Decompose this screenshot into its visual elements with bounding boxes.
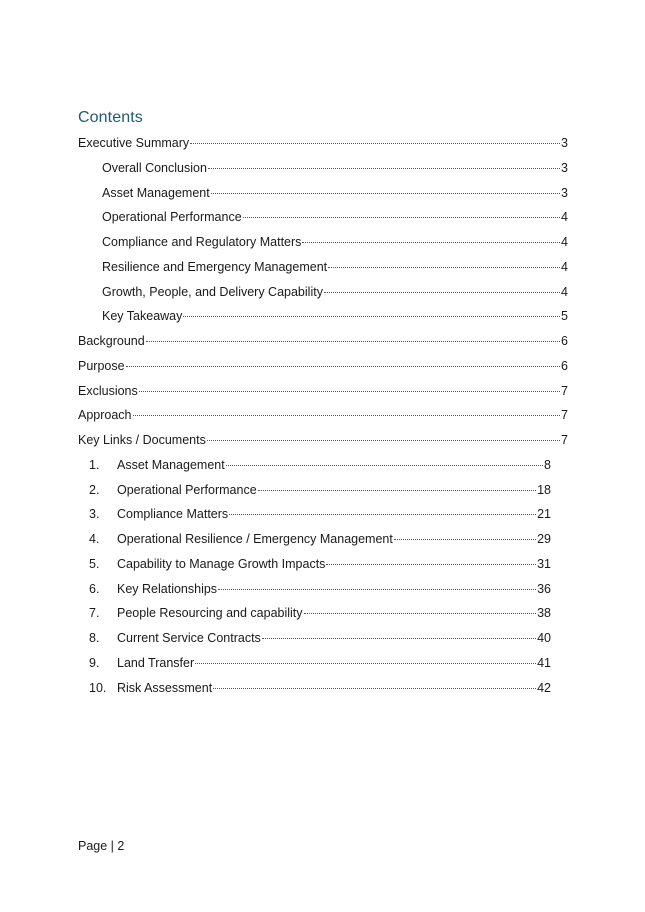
dot-leader (218, 589, 536, 590)
toc-entry-7-people-resourcing[interactable] (0, 601, 645, 626)
dot-leader (190, 143, 560, 144)
toc-entry-key-takeaway[interactable] (0, 304, 645, 329)
dot-leader (195, 663, 536, 664)
toc-entry-label: Operational Performance (102, 210, 242, 225)
toc-entry-page: 38 (537, 606, 551, 621)
toc-entry-label: Risk Assessment (117, 680, 213, 695)
toc-entry-1-asset-management[interactable] (0, 453, 645, 478)
table-of-contents (0, 131, 645, 700)
dot-leader (183, 316, 560, 317)
toc-entry-3-compliance-matters[interactable] (0, 502, 645, 527)
toc-entry-number: 8. (89, 631, 100, 645)
toc-entry-label: Operational Resilience / Emergency Management (117, 532, 393, 546)
toc-entry-label: Asset Management (117, 457, 225, 472)
toc-entry-page: 40 (537, 631, 551, 645)
toc-entry-number: 6. (89, 581, 100, 596)
toc-entry-page: 4 (561, 210, 568, 225)
toc-entry-number: 4. (89, 532, 100, 546)
toc-entry-label: Resilience and Emergency Management (102, 259, 328, 274)
toc-entry-resilience-emergency[interactable] (0, 255, 645, 280)
toc-entry-number: 3. (89, 507, 100, 522)
toc-entry-page: 7 (561, 408, 568, 423)
dot-leader (394, 539, 536, 540)
toc-entry-label: Approach (78, 408, 132, 423)
dot-leader (304, 613, 537, 614)
dot-leader (213, 688, 536, 689)
toc-entry-label: Capability to Manage Growth Impacts (117, 556, 326, 571)
toc-entry-purpose[interactable] (0, 354, 645, 379)
toc-entry-page: 29 (537, 532, 551, 546)
toc-entry-page: 5 (561, 309, 568, 324)
toc-entry-page: 41 (537, 655, 551, 670)
toc-entry-label: Key Links / Documents (78, 433, 206, 447)
toc-entry-label: Key Relationships (117, 581, 218, 596)
dot-leader (326, 564, 536, 565)
toc-entry-label: Executive Summary (78, 136, 190, 150)
dot-leader (139, 391, 560, 392)
toc-entry-exclusions[interactable] (0, 379, 645, 404)
toc-entry-9-land-transfer[interactable] (0, 651, 645, 676)
toc-entry-label: Compliance and Regulatory Matters (102, 235, 302, 249)
toc-entry-page: 6 (561, 334, 568, 348)
toc-entry-number: 9. (89, 655, 100, 670)
dot-leader (302, 242, 560, 243)
toc-entry-label: Asset Management (102, 185, 210, 200)
toc-entry-label: Overall Conclusion (102, 160, 207, 175)
toc-entry-key-links-documents[interactable] (0, 428, 645, 453)
dot-leader (208, 168, 560, 169)
toc-entry-compliance-regulatory[interactable] (0, 230, 645, 255)
dot-leader (328, 267, 560, 268)
toc-entry-page: 3 (561, 136, 568, 150)
toc-entry-label: Land Transfer (117, 655, 195, 670)
toc-entry-page: 3 (561, 185, 568, 200)
dot-leader (243, 217, 560, 218)
toc-entry-page: 4 (561, 284, 568, 299)
dot-leader (229, 514, 536, 515)
toc-entry-page: 3 (561, 160, 568, 175)
toc-entry-page: 4 (561, 259, 568, 274)
page-number-footer: Page | 2 (78, 839, 125, 853)
dot-leader (258, 490, 536, 491)
toc-entry-number: 2. (89, 482, 100, 497)
contents-heading: Contents (78, 109, 143, 126)
toc-entry-label: Current Service Contracts (117, 631, 261, 645)
toc-entry-operational-performance-summary[interactable] (0, 205, 645, 230)
dot-leader (133, 415, 561, 416)
toc-entry-page: 6 (561, 358, 568, 373)
dot-leader (126, 366, 560, 367)
toc-entry-label: Background (78, 334, 145, 348)
toc-entry-number: 7. (89, 606, 100, 621)
toc-entry-2-operational-performance[interactable] (0, 478, 645, 503)
toc-entry-5-capability-growth[interactable] (0, 552, 645, 577)
toc-entry-page: 31 (537, 556, 551, 571)
toc-entry-page: 18 (537, 482, 551, 497)
toc-entry-label: Purpose (78, 358, 125, 373)
toc-entry-page: 8 (544, 457, 551, 472)
toc-entry-page: 7 (561, 383, 568, 398)
toc-entry-number: 5. (89, 556, 100, 571)
dot-leader (207, 440, 560, 441)
toc-entry-label: Growth, People, and Delivery Capability (102, 284, 323, 299)
toc-entry-page: 42 (537, 680, 551, 695)
toc-entry-asset-management-summary[interactable] (0, 181, 645, 206)
toc-entry-label: Operational Performance (117, 482, 257, 497)
toc-entry-8-service-contracts[interactable] (0, 626, 645, 651)
toc-entry-6-key-relationships[interactable] (0, 577, 645, 602)
toc-entry-page: 21 (537, 507, 551, 522)
toc-entry-page: 4 (561, 235, 568, 249)
dot-leader (262, 638, 536, 639)
toc-entry-label: Compliance Matters (117, 507, 229, 522)
toc-entry-4-operational-resilience[interactable] (0, 527, 645, 552)
toc-entry-number: 1. (89, 457, 100, 472)
dot-leader (324, 292, 560, 293)
toc-entry-number: 10. (89, 680, 107, 695)
toc-entry-label: Key Takeaway (102, 309, 183, 324)
toc-entry-10-risk-assessment[interactable] (0, 676, 645, 701)
toc-entry-growth-people-delivery[interactable] (0, 280, 645, 305)
dot-leader (226, 465, 543, 466)
toc-entry-page: 36 (537, 581, 551, 596)
toc-entry-approach[interactable] (0, 403, 645, 428)
toc-entry-label: Exclusions (78, 383, 138, 398)
toc-entry-executive-summary[interactable] (0, 131, 645, 156)
dot-leader (146, 341, 560, 342)
dot-leader (211, 193, 560, 194)
toc-entry-label: People Resourcing and capability (117, 606, 303, 621)
toc-entry-overall-conclusion[interactable] (0, 156, 645, 181)
toc-entry-background[interactable] (0, 329, 645, 354)
toc-entry-page: 7 (561, 433, 568, 447)
